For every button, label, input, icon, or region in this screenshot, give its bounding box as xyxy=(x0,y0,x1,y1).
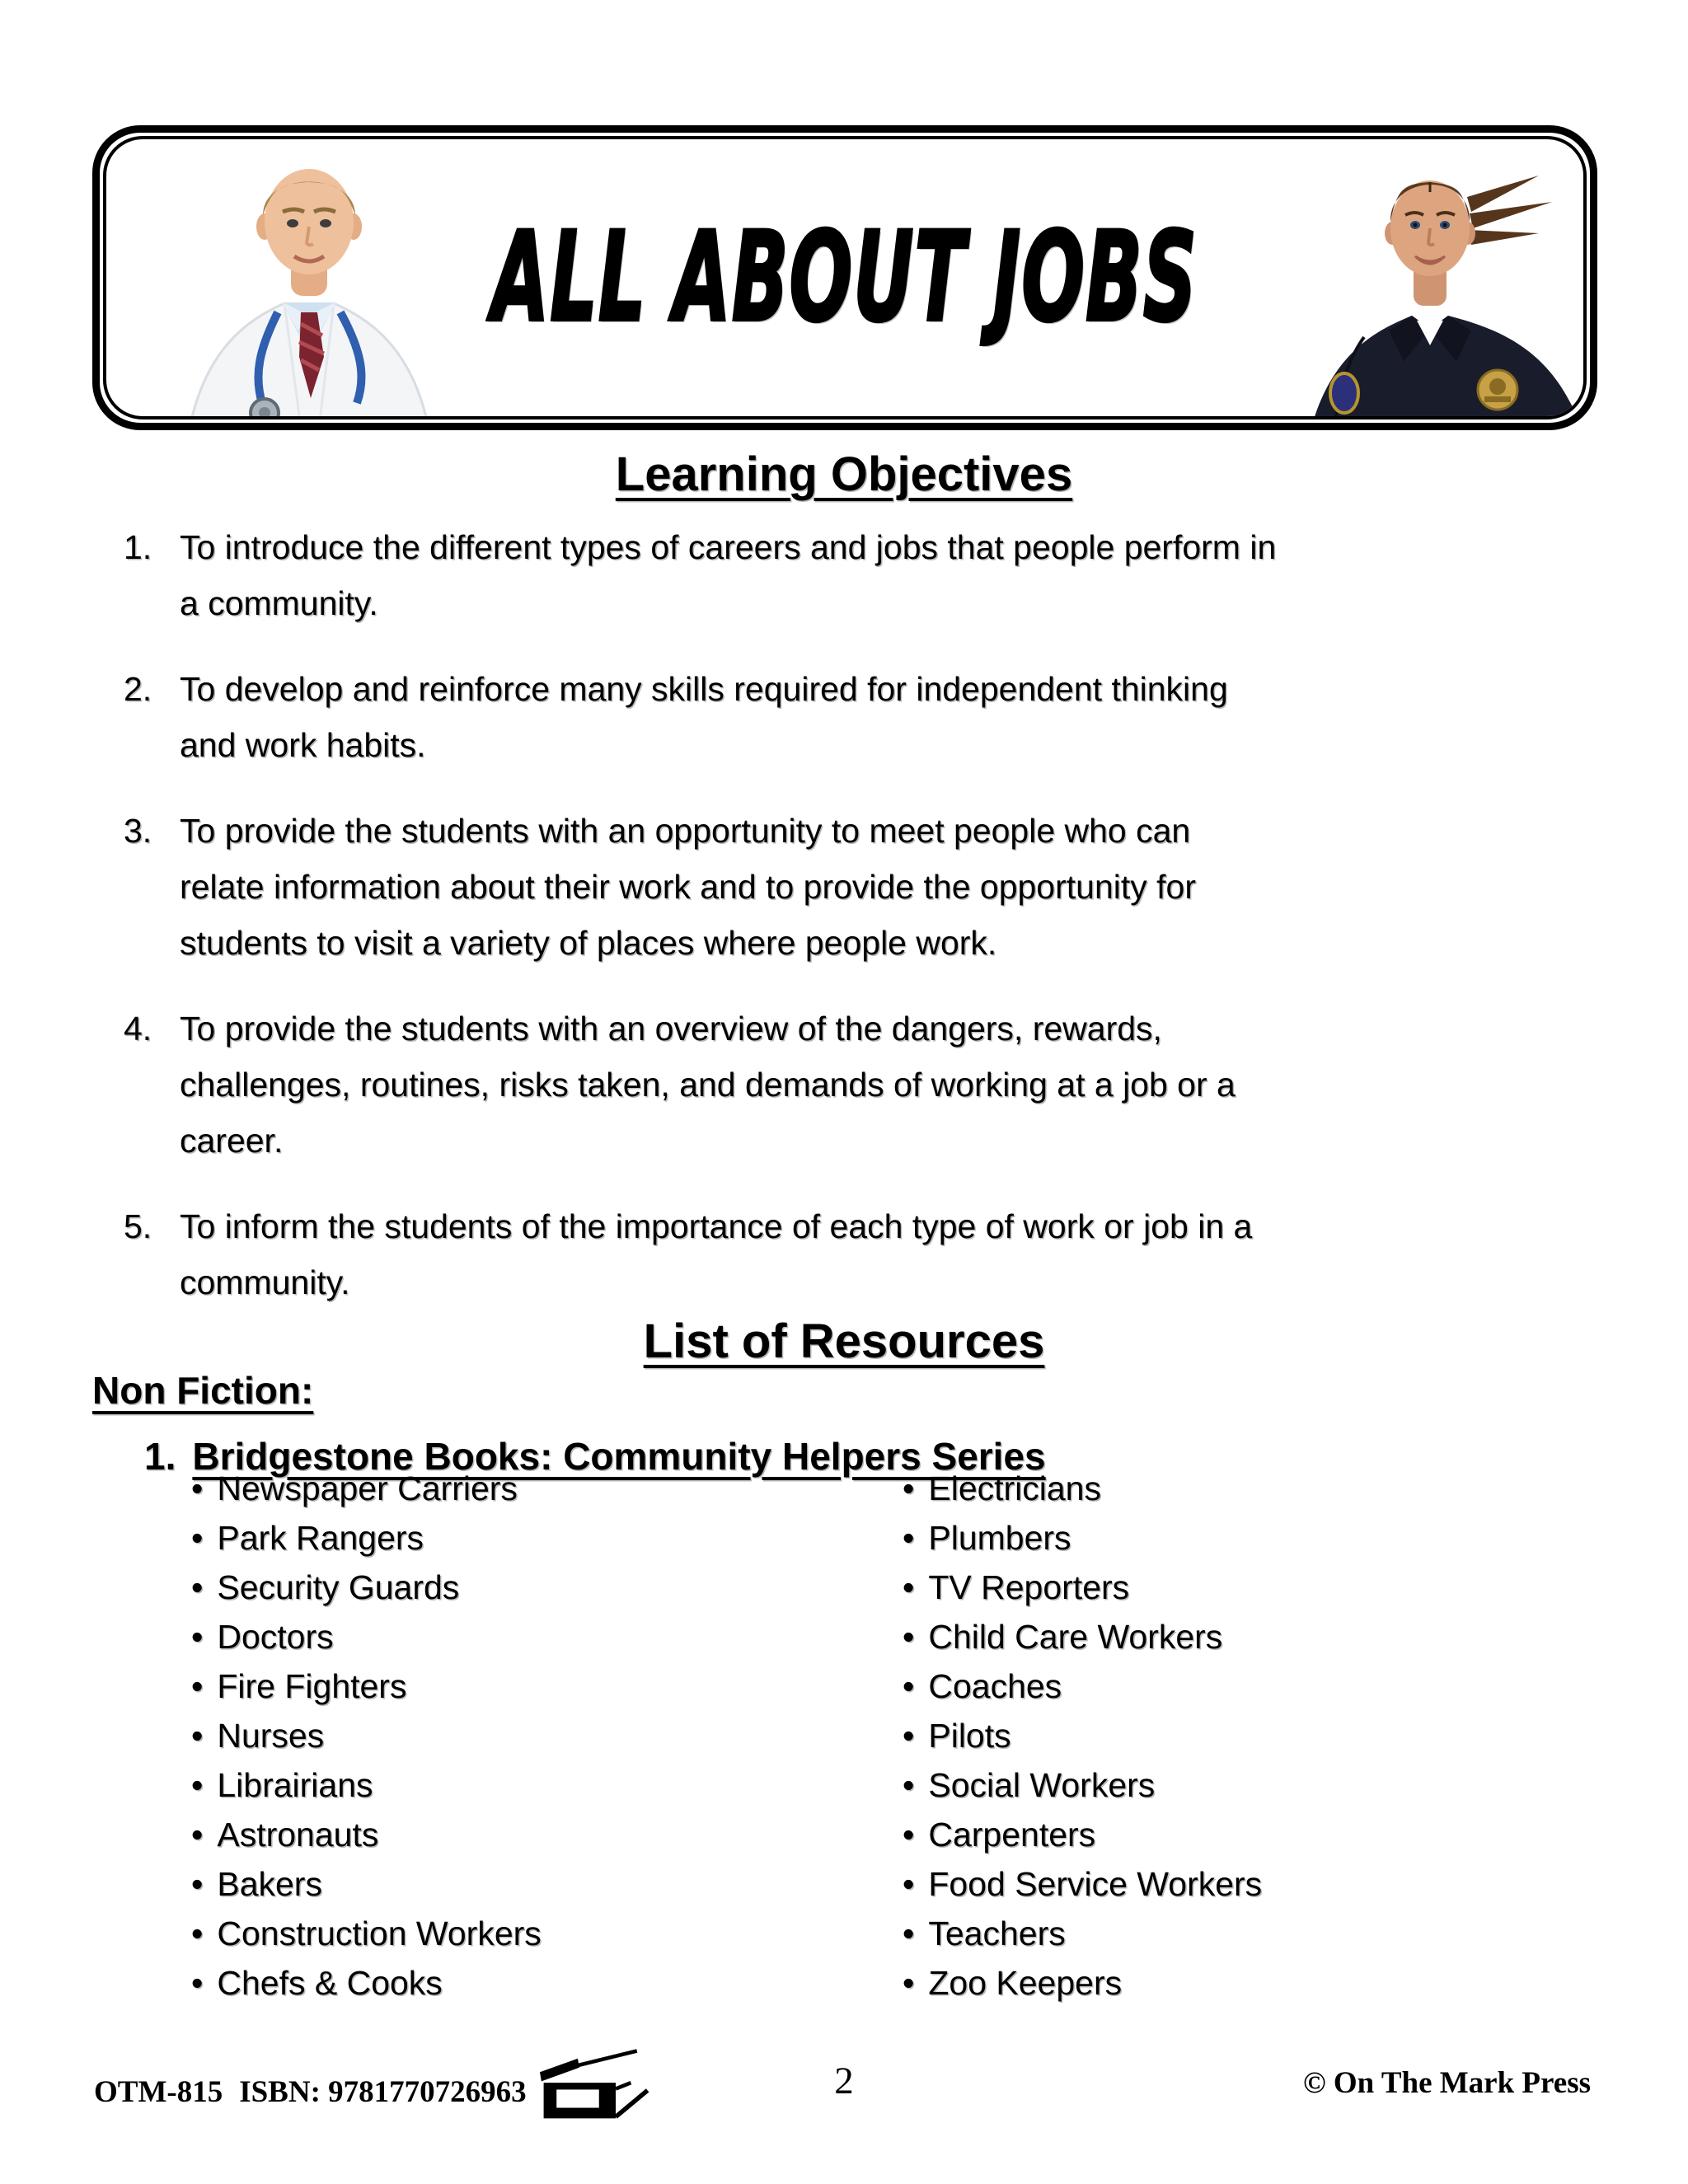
learning-objectives-heading xyxy=(0,447,1688,502)
resource-item: • TV Reporters xyxy=(903,1563,1262,1612)
isbn-text: ISBN: 9781770726963 xyxy=(239,2074,527,2109)
objective-line: To introduce the different types of careers and jobs that people perform in xyxy=(180,528,1277,566)
objective-item-4 xyxy=(124,1001,1582,1169)
learning-objectives-list xyxy=(124,519,1582,1340)
resource-item: • Astronauts xyxy=(191,1810,542,1859)
non-fiction-label-text: Non Fiction: xyxy=(92,1369,314,1412)
resource-item: • Newspaper Carriers xyxy=(191,1464,542,1513)
objective-line: and work habits. xyxy=(180,726,426,764)
objective-text xyxy=(180,519,1582,631)
resource-item: • Construction Workers xyxy=(191,1909,542,1958)
objective-text xyxy=(180,661,1582,773)
series-number: 1. xyxy=(144,1435,176,1478)
resource-item: • Electricians xyxy=(903,1464,1262,1513)
resource-item: • Librairians xyxy=(191,1760,542,1810)
objective-line: career. xyxy=(180,1122,284,1160)
objective-text xyxy=(180,1198,1582,1310)
objective-number: 4. xyxy=(124,1010,152,1047)
resource-item: • Nurses xyxy=(191,1711,542,1760)
product-code: OTM-815 xyxy=(94,2074,223,2109)
resource-item: • Doctors xyxy=(191,1612,542,1661)
resource-item: • Food Service Workers xyxy=(903,1859,1262,1909)
resource-item: • Fire Fighters xyxy=(191,1661,542,1711)
resource-item: • Bakers xyxy=(191,1859,542,1909)
objective-line: relate information about their work and to provide the opportunity for xyxy=(180,868,1196,906)
copyright-text: © On The Mark Press xyxy=(1302,2066,1591,2100)
resource-item: • Zoo Keepers xyxy=(903,1958,1262,2008)
page-number: 2 xyxy=(834,2060,854,2102)
resource-item: • Plumbers xyxy=(903,1513,1262,1563)
resource-item: • Park Rangers xyxy=(191,1513,542,1563)
resource-item: • Coaches xyxy=(903,1661,1262,1711)
police-officer-photo xyxy=(1265,146,1587,419)
objective-line: To develop and reinforce many skills required for independent thinking xyxy=(180,670,1228,708)
resource-item: • Social Workers xyxy=(903,1760,1262,1810)
title-banner-inner-border xyxy=(103,136,1587,419)
resource-item: • Teachers xyxy=(903,1909,1262,1958)
list-of-resources-heading xyxy=(0,1314,1688,1369)
objective-line: To provide the students with an overview of the dangers, rewards, xyxy=(180,1010,1162,1047)
objective-line: students to visit a variety of places where people work. xyxy=(180,924,997,962)
objective-line: To inform the students of the importance of each type of work or job in a xyxy=(180,1207,1253,1245)
objective-line: a community. xyxy=(180,584,378,622)
learning-objectives-heading-text: Learning Objectives xyxy=(615,448,1073,501)
resource-item: • Child Care Workers xyxy=(903,1612,1262,1661)
objective-item-1 xyxy=(124,519,1582,631)
page-title: ALL ABOUT JOBS xyxy=(491,206,1198,349)
resource-item: • Security Guards xyxy=(191,1563,542,1612)
resource-item: • Chefs & Cooks xyxy=(191,1958,542,2008)
objective-number: 1. xyxy=(124,528,152,566)
resource-item: • Pilots xyxy=(903,1711,1262,1760)
objective-number: 5. xyxy=(124,1207,152,1245)
objective-text xyxy=(180,803,1582,971)
series-title: Bridgestone Books: Community Helpers Series xyxy=(192,1435,1046,1478)
objective-item-3 xyxy=(124,803,1582,971)
objective-item-2 xyxy=(124,661,1582,773)
objective-number: 2. xyxy=(124,670,152,708)
objective-item-5 xyxy=(124,1198,1582,1310)
resource-list-left-column xyxy=(191,1464,542,2008)
resource-list-right-column xyxy=(903,1464,1262,2008)
non-fiction-label xyxy=(92,1368,313,1413)
resource-item: • Carpenters xyxy=(903,1810,1262,1859)
title-banner xyxy=(92,125,1597,430)
objective-number: 3. xyxy=(124,812,152,850)
objective-line: challenges, routines, risks taken, and demands of working at a job or a xyxy=(180,1066,1236,1104)
list-of-resources-heading-text: List of Resources xyxy=(643,1315,1045,1368)
objective-line: To provide the students with an opportunity to meet people who can xyxy=(180,812,1191,850)
objective-line: community. xyxy=(180,1263,350,1301)
objective-text xyxy=(180,1001,1582,1169)
